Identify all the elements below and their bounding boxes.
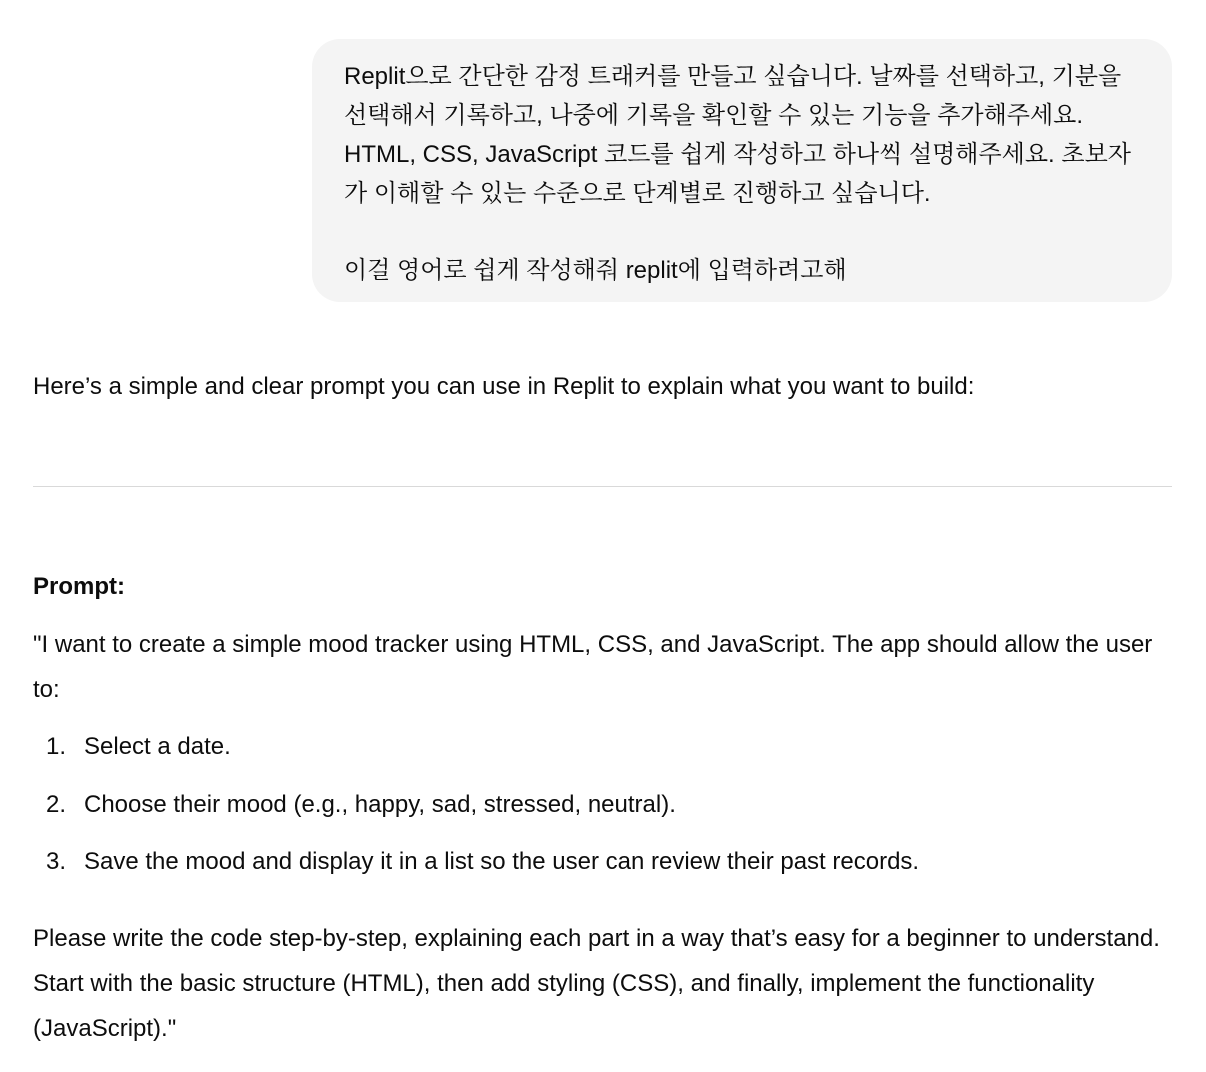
- list-item-number: 2.: [46, 790, 67, 818]
- paragraph-gap: [344, 213, 1144, 251]
- section-divider: [33, 486, 1172, 487]
- prompt-closing-text: Please write the code step-by-step, explaining each part in a way that’s easy for a beginner to understand. Start with the basic structure (HTML), then add styling (CSS), and finally, implement the functionality (JavaScript).": [33, 925, 1160, 1042]
- steps-list: [33, 725, 1173, 898]
- list-item-number: 3.: [46, 848, 67, 875]
- list-item-text: Choose their mood (e.g., happy, sad, stressed, neutral).: [84, 790, 676, 818]
- list-item: [33, 783, 1173, 841]
- assistant-intro-text: Here’s a simple and clear prompt you can use in Replit to explain what you want to build:: [33, 373, 975, 400]
- user-message-paragraph: Replit으로 간단한 감정 트래커를 만들고 싶습니다. 날짜를 선택하고, 기분을 선택해서 기록하고, 나중에 기록을 확인할 수 있는 기능을 추가해주세요. HTML, CSS, JavaScript 코드를 쉽게 작성하고 하나씩 설명해주세요. 초보자가 이해할 수 있는 수준으로 단계별로 진행하고 싶습니다.: [344, 63, 1131, 207]
- prompt-lead-text: "I want to create a simple mood tracker using HTML, CSS, and JavaScript. The app should allow the user to:: [33, 631, 1153, 703]
- list-item: [33, 840, 1173, 898]
- list-item-number: 1.: [46, 733, 67, 760]
- list-item: [33, 725, 1173, 783]
- user-message-bubble: [312, 39, 1172, 302]
- user-message-paragraph: 이걸 영어로 쉽게 작성해줘 replit에 입력하려고해: [344, 257, 847, 284]
- list-item-text: Select a date.: [84, 733, 231, 760]
- list-item-text: Save the mood and display it in a list so the user can review their past records.: [84, 848, 920, 875]
- prompt-heading: Prompt:: [33, 573, 125, 600]
